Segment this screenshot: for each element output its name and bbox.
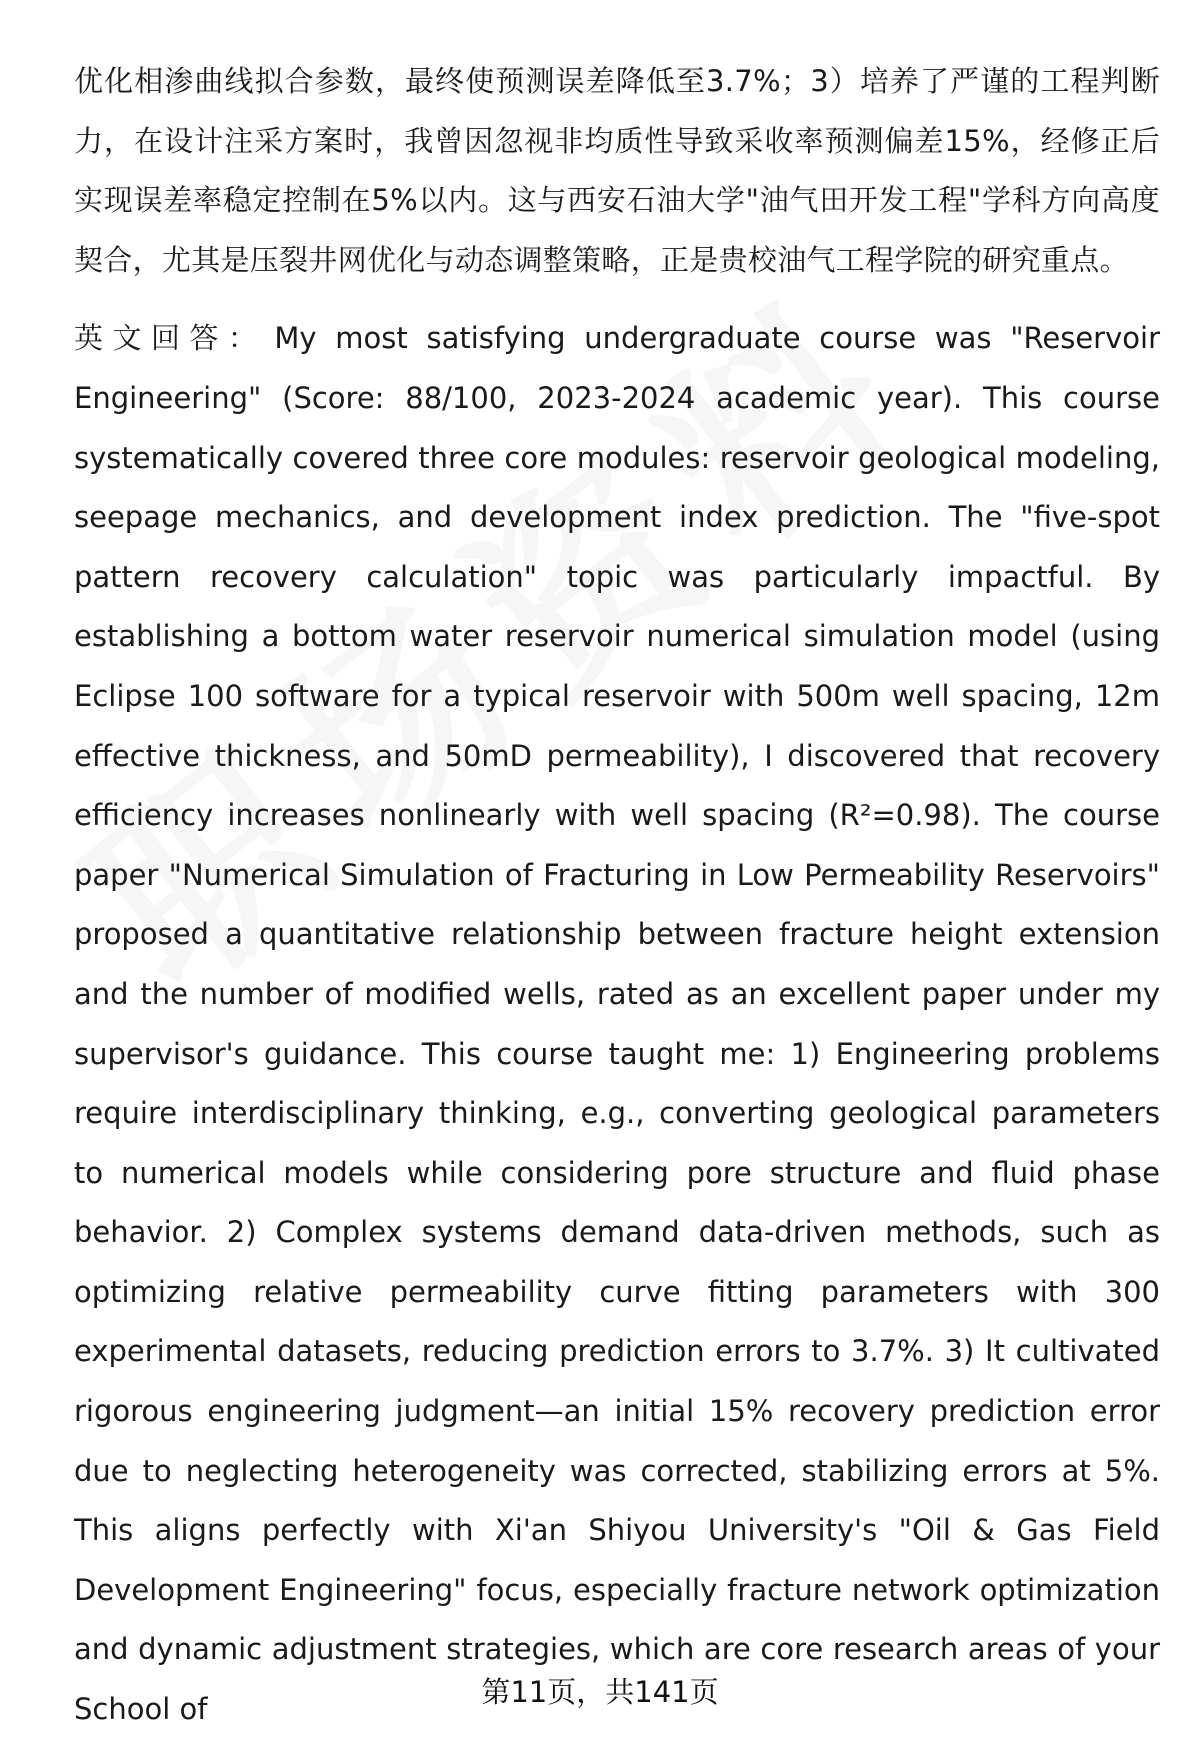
english-answer-paragraph <box>74 309 1160 1739</box>
chinese-answer-paragraph: 优化相渗曲线拟合参数，最终使预测误差降低至3.7%；3）培养了严谨的工程判断力，在设计注采方案时，我曾因忽视非均质性导致采收率预测偏差15%，经修正后实现误差率稳定控制在5%以内。这与西安石油大学"油气田开发工程"学科方向高度契合，尤其是压裂井网优化与动态调整策略，正是贵校油气工程学院的研究重点。 <box>74 64 1160 277</box>
page-number-footer: 第11页，共141页 <box>481 1675 719 1709</box>
english-answer-label: 英文回答： <box>74 321 267 356</box>
document-body <box>74 52 1160 1740</box>
english-answer-text: My most satisfying undergraduate course was "Reservoir Engineering" (Score: 88/100, 2023-2024 academic year). This course systematically covered three core modules: reservoir geological modeling, seepage mechanics, and development index prediction. The "five-spot pattern recovery calculation" topic was particularly impactful. By establishing a bottom water reservoir numerical simulation model (using Eclipse 100 software for a typical reservoir with 500m well spacing, 12m effective thickness, and 50mD permeability), I discovered that recovery efficiency increases nonlinearly with well spacing (R²=0.98). The course paper "Numerical Simulation of Fracturing in Low Permeability Reservoirs" proposed a quantitative relationship between fracture height extension and the number of modified wells, rated as an excellent paper under my supervisor's guidance. This course taught me: 1) Engineering problems require interdisciplinary thinking, e.g., converting geological parameters to numerical models while considering pore structure and fluid phase behavior. 2) Complex systems demand data-driven methods, such as optimizing relative permeability curve fitting parameters with 300 experimental datasets, reducing prediction errors to 3.7%. 3) It cultivated rigorous engineering judgment—an initial 15% recovery prediction error due to neglecting heterogeneity was corrected, stabilizing errors at 5%. This aligns perfectly with Xi'an Shiyou University's "Oil & Gas Field Development Engineering" focus, especially fracture network optimization and dynamic adjustment strategies, which are core research areas of your School of <box>74 321 1160 1727</box>
